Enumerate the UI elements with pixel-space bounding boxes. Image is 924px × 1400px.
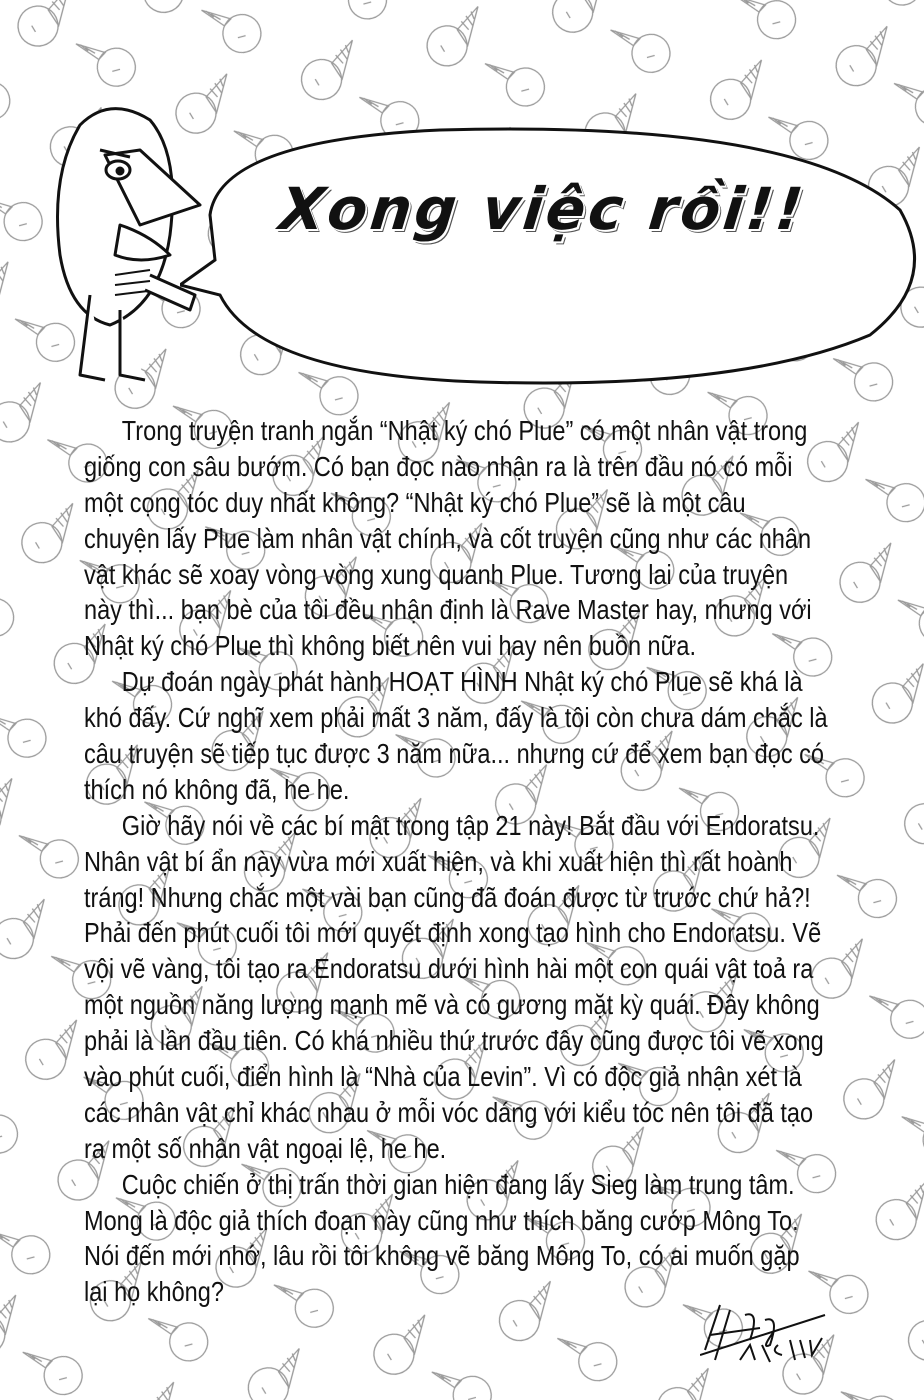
text-line: Nói đến mới nhớ, lâu rồi tôi không vẽ băng Mông To, có ai muốn gặp [84,1240,800,1272]
text-line: các nhân vật chỉ khác nhau ở mỗi vóc dáng với kiểu tóc nên tôi đã tạo [84,1096,814,1128]
author-note-body [84,413,844,1310]
text-line: một nguồn năng lượng mạnh mẽ và có gương mặt kỳ quái. Đây không [84,989,820,1021]
text-line: này thì... bạn bè của tôi đều nhận định là Rave Master hay, nhưng với [84,594,812,626]
text-line: một cọng tóc duy nhất không? “Nhật ký chó Plue” sẽ là một câu [84,486,746,518]
text-line: vật khác sẽ xoay vòng vòng xung quanh Plue. Tương lai của truyện [84,558,789,590]
text-line: Cuộc chiến ở thị trấn thời gian hiện đang lấy Sieg làm trung tâm. [121,1168,795,1200]
text-line: tráng! Nhưng chắc một vài bạn cũng đã đoán được từ trước chứ hả?! [84,881,811,913]
text-line: lại họ không? [84,1276,224,1308]
text-line: Nhật ký chó Plue thì không biết nên vui hay nên buồn nữa. [84,630,697,662]
text-line: khó đấy. Cứ nghĩ xem phải mất 3 năm, đấy là tôi còn chưa dám chắc là [84,702,828,734]
text-line: Nhân vật bí ẩn này vừa mới xuất hiện, và khi xuất hiện thì rất hoành [84,845,793,877]
text-line: phải là lần đầu tiên. Có khá nhiều thứ trước đây cũng được tôi vẽ xong [84,1025,824,1057]
text-line: thích nó không đã, he he. [84,773,350,805]
speech-bubble [180,120,920,390]
text-line: Mong là độc giả thích đoạn này cũng như thích băng cướp Mông To. [84,1204,799,1236]
text-line: chuyện lấy Plue làm nhân vật chính, và cốt truyện cũng như các nhân [84,522,812,554]
text-line: Phải đến phút cuối tôi mới quyết định xong tạo hình cho Endoratsu. Vẽ [84,917,822,949]
page-title: Xong việc rồi!! [276,175,809,243]
text-line: Trong truyện tranh ngắn “Nhật ký chó Plue” có một nhân vật trong [121,415,808,446]
text-line: vội vẽ vàng, tôi tạo ra Endoratsu dưới hình hài một con quái vật toả ra [84,953,814,985]
text-line: vào phút cuối, điển hình là “Nhà của Levin”. Vì có độc giả nhận xét là [84,1061,802,1093]
author-signature [700,1300,830,1370]
text-line: Dự đoán ngày phát hành HOẠT HÌNH Nhật ký chó Plue sẽ khá là [121,666,803,698]
text-line: ra một số nhân vật ngoại lệ, he he. [84,1132,447,1164]
text-line: câu truyện sẽ tiếp tục được 3 năm nữa... nhưng cứ để xem bạn đọc có [84,738,824,770]
text-line: giống con sâu bướm. Có bạn đọc nào nhận ra là trên đầu nó có mỗi [84,450,793,482]
text-line: Giờ hãy nói về các bí mật trong tập 21 này! Bắt đầu với Endoratsu. [121,809,820,841]
